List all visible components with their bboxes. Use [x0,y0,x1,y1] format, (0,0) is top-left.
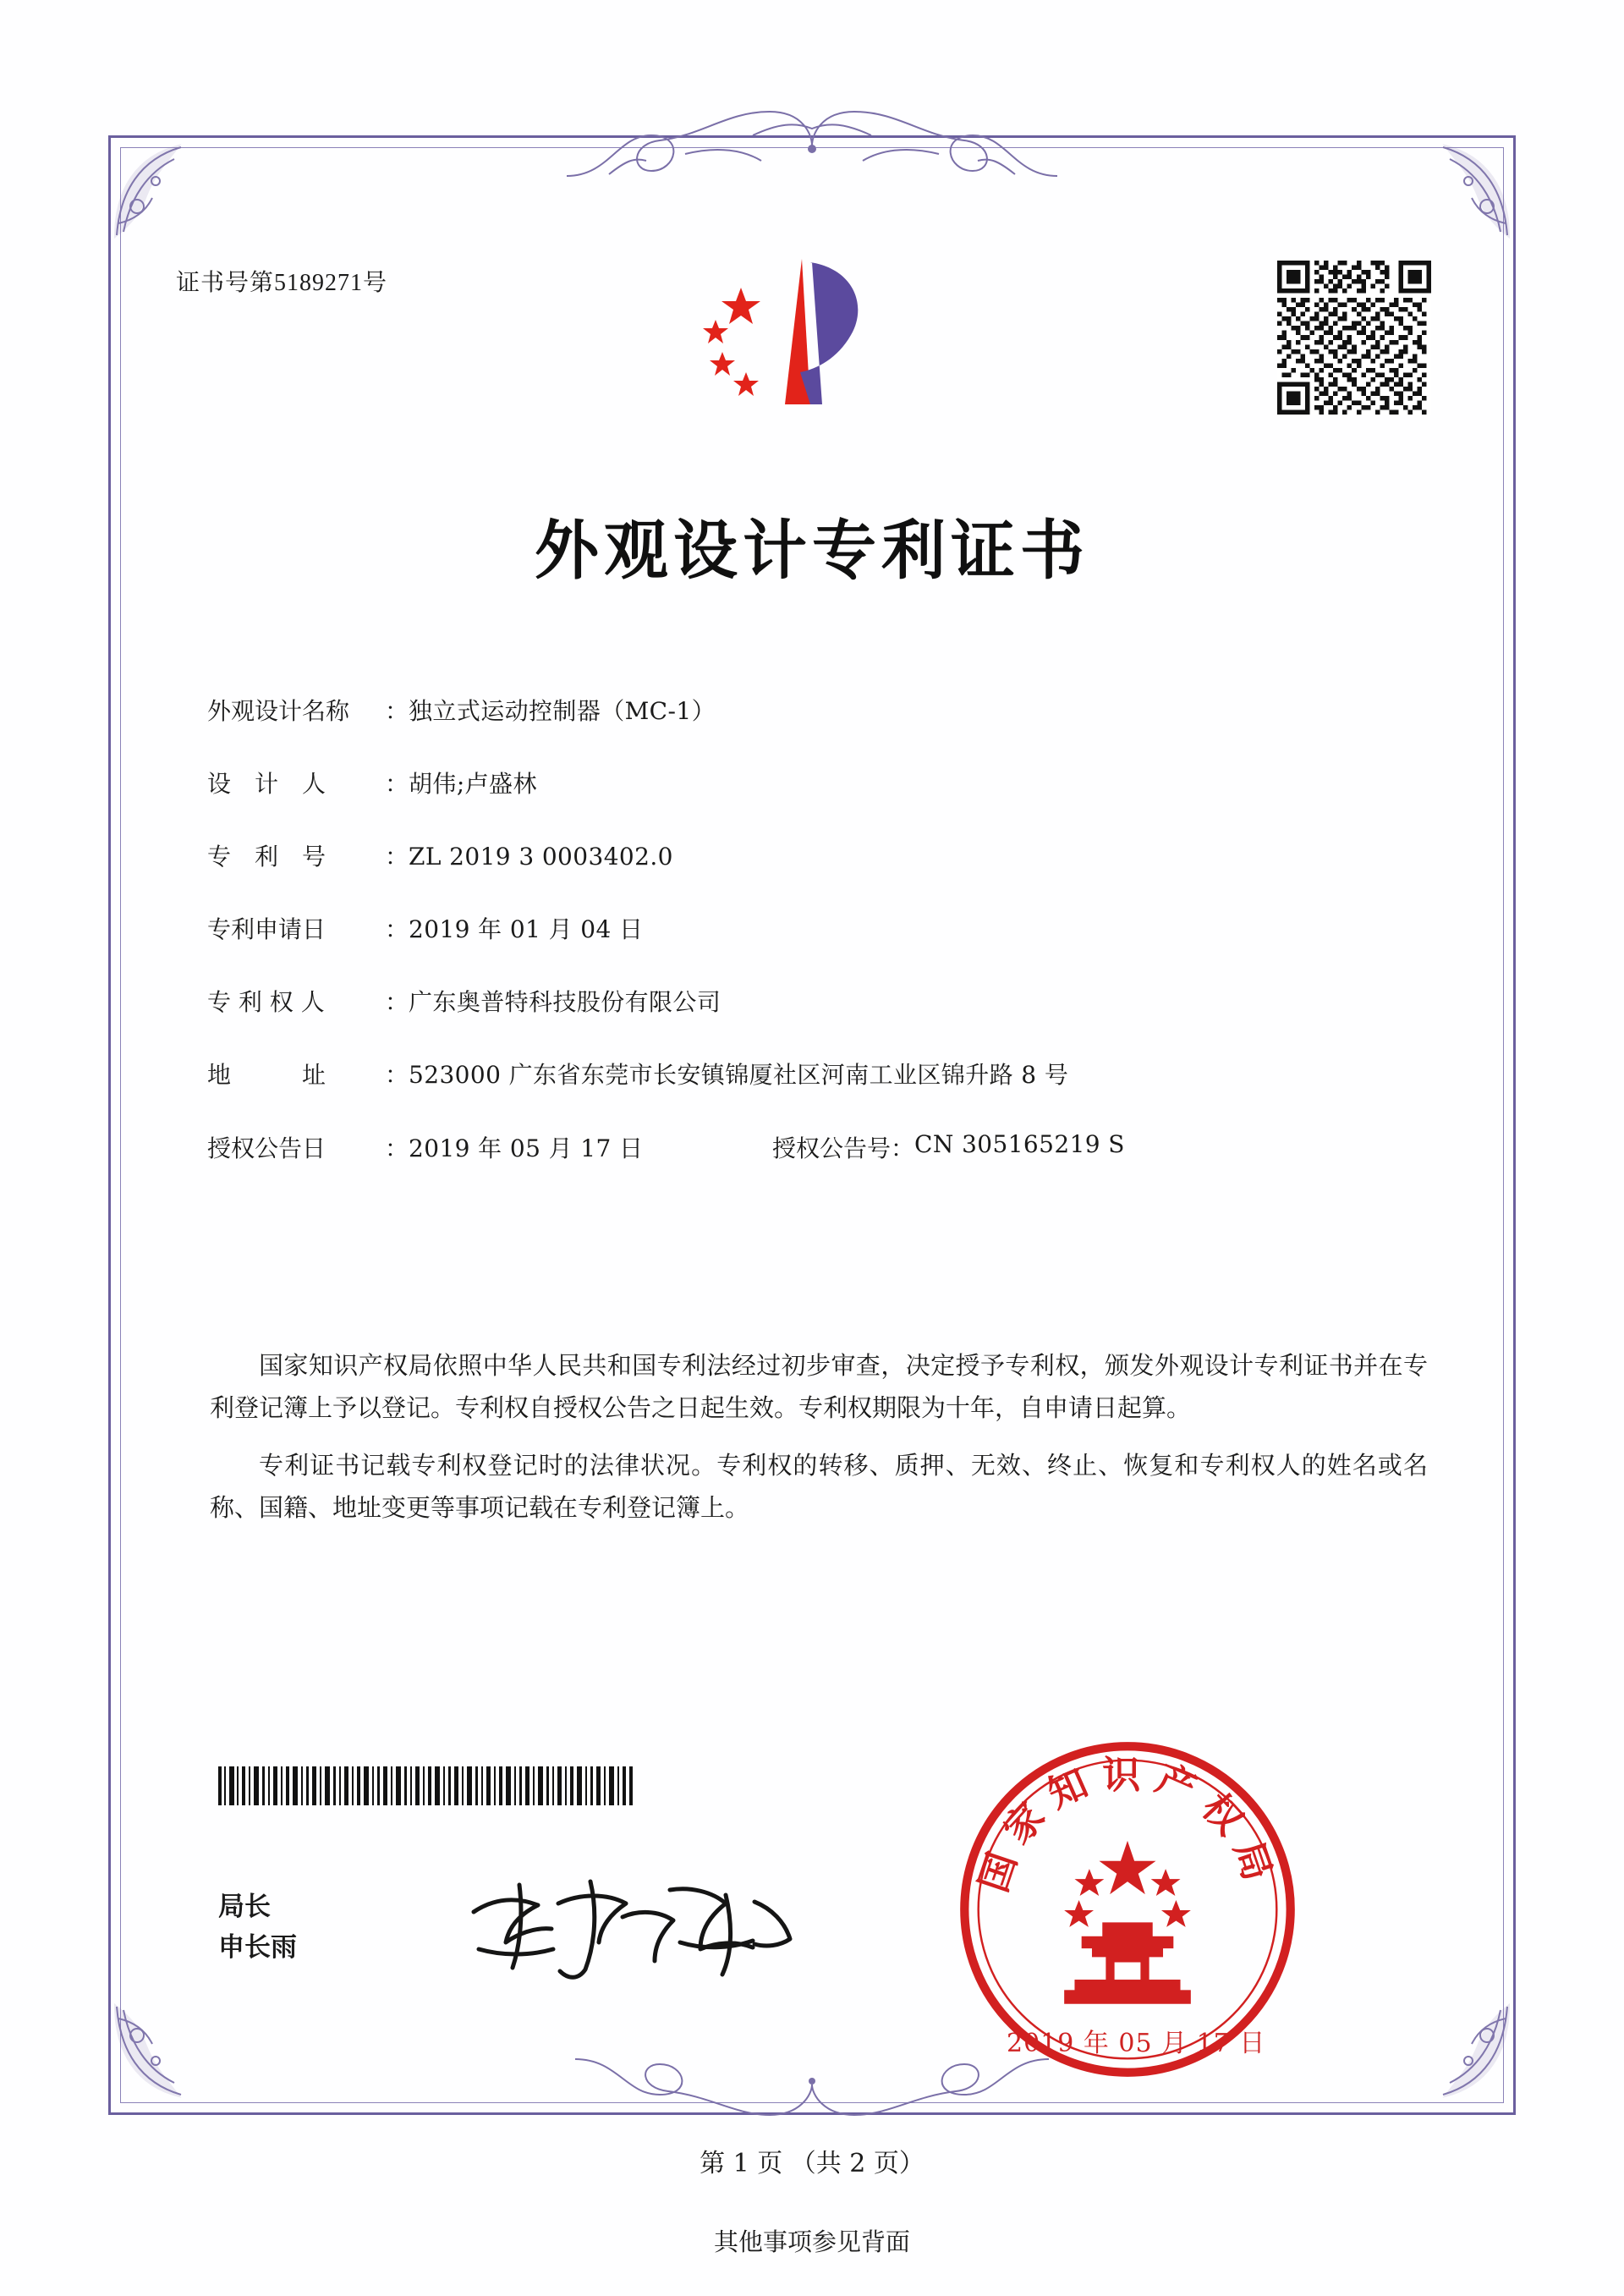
field-label: 设 计 人 [207,770,326,798]
paragraph-2: 专利证书记载专利权登记时的法律状况。专利权的转移、质押、无效、终止、恢复和专利权人的姓名或名称、国籍、地址变更等事项记载在专利登记簿上。 [210,1450,1428,1522]
corner-ornament-bottom-right [1411,2002,1512,2103]
grant-number-label: 授权公告号 [772,1134,892,1162]
top-ornament-decoration [558,102,1066,179]
field-colon: ： [385,843,409,871]
field-label: 地 址 [207,1061,326,1089]
field-label: 专 利 号 [207,843,326,871]
field-row-designer [207,766,1434,802]
signature-title: 局长 [218,1892,271,1922]
grant-date-colon: ： [385,1134,409,1162]
field-colon: ： [385,915,409,943]
handwritten-signature-icon [457,1861,812,1988]
field-list [207,694,1434,1189]
grant-number-value: CN 305165219 S [914,1130,1125,1158]
field-label: 专 利 权 人 [207,988,325,1016]
field-row-patent-number [207,839,1434,875]
field-colon: ： [385,988,409,1016]
legal-text-block [210,1345,1428,1545]
field-value: 2019 年 01 月 04 日 [409,915,644,943]
grant-number-colon: ： [891,1134,915,1162]
field-colon: ： [385,1061,409,1089]
field-row-design-name [207,694,1434,729]
field-value: 胡伟;卢盛林 [409,770,537,798]
signature-block [218,1887,297,1968]
field-row-patentee [207,985,1434,1020]
field-value: 独立式运动控制器（MC-1） [409,697,716,725]
field-value: 广东奥普特科技股份有限公司 [409,988,721,1016]
field-value: 523000 广东省东莞市长安镇锦厦社区河南工业区锦升路 8 号 [409,1061,1069,1089]
grant-date-value: 2019 年 05 月 17 日 [409,1134,644,1162]
cnipa-logo-icon [694,254,880,423]
seal-date: 2019 年 05 月 17 日 [1007,2029,1266,2058]
footer-note: 其他事项参见背面 [713,2227,910,2256]
corner-ornament-top-left [112,139,213,240]
field-colon: ： [385,697,409,725]
corner-ornament-bottom-left [112,2002,213,2103]
grant-number-group [772,1130,1125,1164]
field-label: 专利申请日 [207,915,326,943]
qr-code-icon [1277,261,1431,415]
field-row-application-date [207,912,1434,948]
signature-name: 申长雨 [218,1932,297,1964]
grant-date-label: 授权公告日 [207,1134,326,1162]
field-colon: ： [385,770,409,798]
barcode-icon [218,1766,633,1805]
page-number: 第 1 页 （共 2 页） [700,2149,924,2178]
svg-text:国家知识产权局: 国家知识产权局 [970,1752,1285,1898]
corner-ornament-top-right [1411,139,1512,240]
page-title: 外观设计专利证书 [535,513,1089,588]
field-row-address [207,1057,1434,1093]
field-value: ZL 2019 3 0003402.0 [409,843,673,871]
field-row-grant [207,1130,1434,1164]
paragraph-1: 国家知识产权局依照中华人民共和国专利法经过初步审查，决定授予专利权，颁发外观设计专利证书并在专利登记簿上予以登记。专利权自授权公告之日起生效。专利权期限为十年，自申请日起算。 [210,1351,1428,1422]
certificate-number: 证书号第5189271号 [176,270,388,296]
field-label: 外观设计名称 [207,697,350,725]
